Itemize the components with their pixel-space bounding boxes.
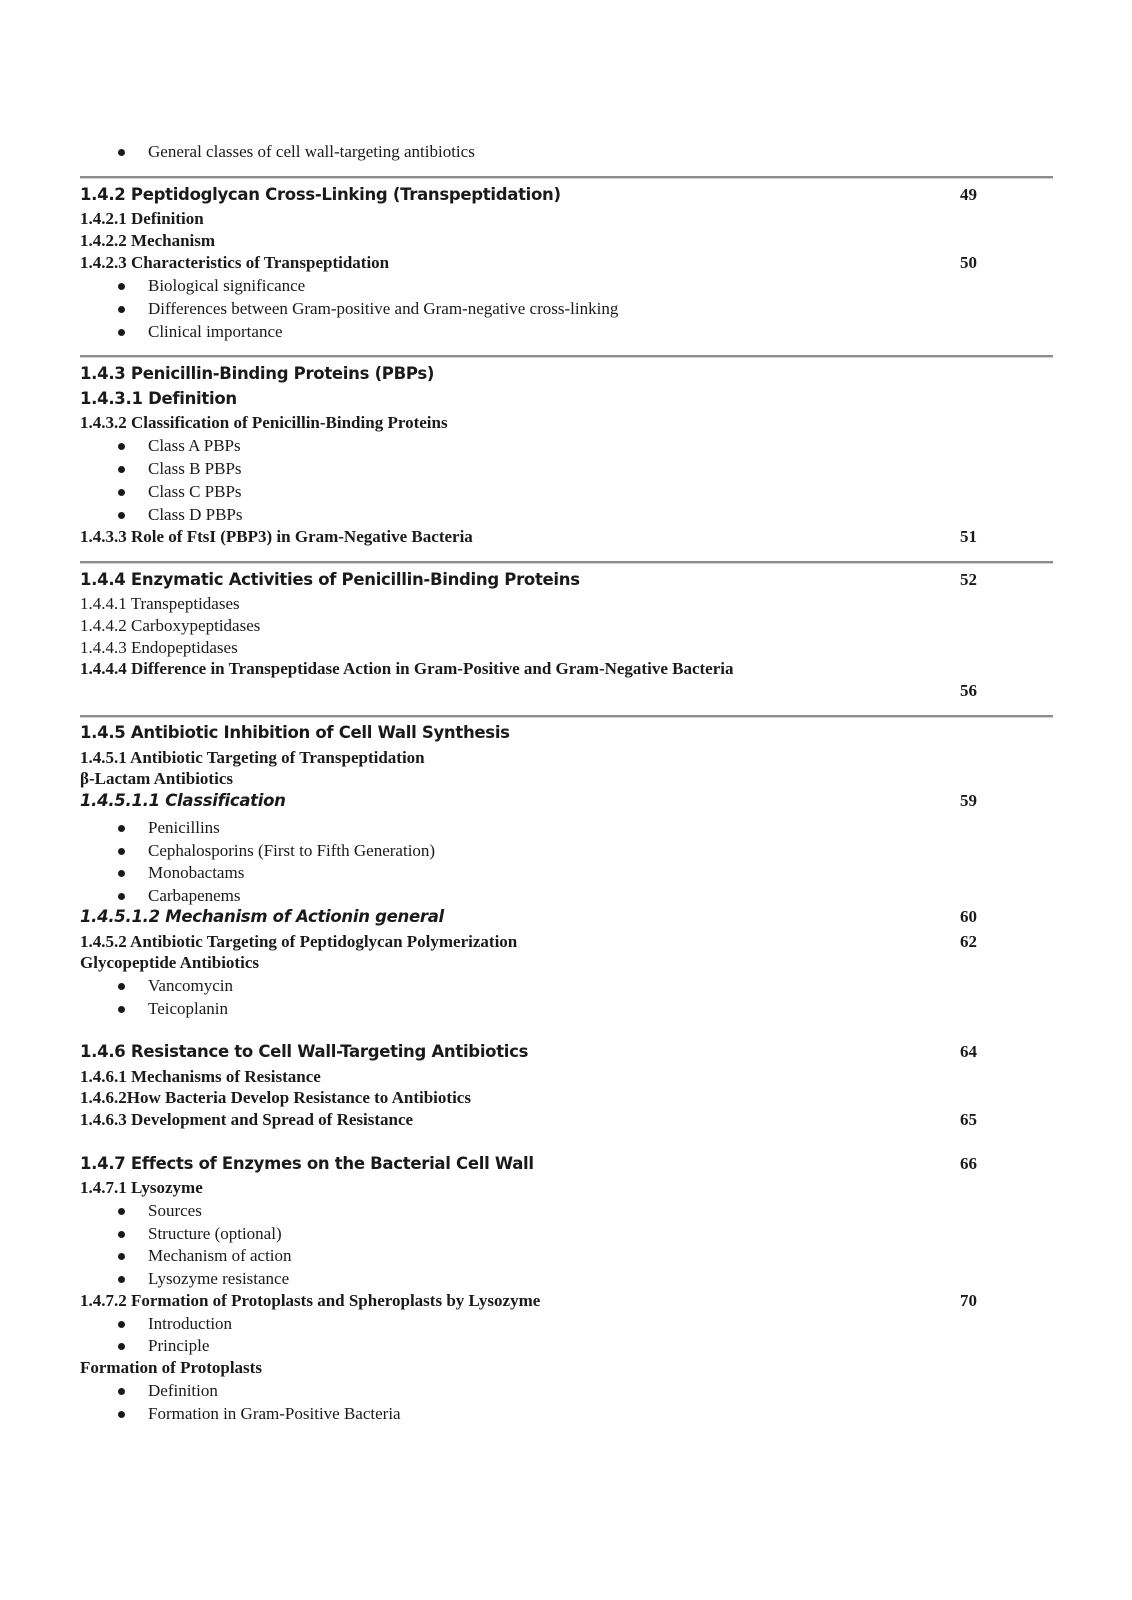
toc-subsection: 1.4.3.2 Classification of Penicillin-Binding Proteins [80, 413, 448, 432]
section-divider [80, 355, 1053, 357]
toc-bullet-item: Lysozyme resistance [148, 1269, 290, 1288]
toc-bullet-item: Principle [148, 1336, 210, 1355]
toc-page-number: 66 [960, 1154, 977, 1173]
toc-bullet-item: Carbapenems [148, 886, 241, 905]
toc-italic-heading: 1.4.5.1.2 Mechanism of Actionin general [80, 907, 444, 926]
toc-plain-entry: 1.4.4.3 Endopeptidases [80, 638, 238, 657]
toc-subsection: β-Lactam Antibiotics [80, 769, 233, 788]
bullet-icon [118, 1231, 125, 1238]
toc-page-number: 49 [960, 185, 977, 204]
section-divider [80, 561, 1053, 563]
bullet-icon [118, 983, 125, 990]
bullet-icon [118, 489, 125, 496]
bullet-icon [118, 283, 125, 290]
toc-subsection: 1.4.6.3 Development and Spread of Resistance [80, 1110, 414, 1129]
toc-subsection: 1.4.5.1 Antibiotic Targeting of Transpeptidation [80, 748, 425, 767]
toc-section-heading: 1.4.5 Antibiotic Inhibition of Cell Wall Synthesis [80, 723, 510, 742]
bullet-icon [118, 306, 125, 313]
toc-page-number: 70 [960, 1291, 977, 1310]
bullet-icon [118, 1253, 125, 1260]
toc-subsection: Glycopeptide Antibiotics [80, 953, 259, 972]
toc-subsection: 1.4.7.2 Formation of Protoplasts and Spheroplasts by Lysozyme [80, 1291, 541, 1310]
toc-subsection: 1.4.6.1 Mechanisms of Resistance [80, 1067, 321, 1086]
toc-subsection: 1.4.2.3 Characteristics of Transpeptidation [80, 253, 390, 272]
toc-bullet-item: Biological significance [148, 276, 306, 295]
toc-plain-entry: 1.4.4.1 Transpeptidases [80, 594, 240, 613]
toc-bullet-item: Class C PBPs [148, 482, 242, 501]
toc-page-number: 56 [960, 681, 977, 700]
bullet-icon [118, 893, 125, 900]
toc-bullet-item: Vancomycin [148, 976, 233, 995]
toc-bullet-item: Structure (optional) [148, 1224, 282, 1243]
toc-bullet-item: Definition [148, 1381, 218, 1400]
bullet-icon [118, 870, 125, 877]
toc-bullet-item: Differences between Gram-positive and Gram-negative cross-linking [148, 299, 619, 318]
bullet-icon [118, 1321, 125, 1328]
toc-page-number: 59 [960, 791, 977, 810]
toc-page-number: 52 [960, 570, 977, 589]
toc-subsection: Formation of Protoplasts [80, 1358, 262, 1377]
toc-bullet-item: General classes of cell wall-targeting antibiotics [148, 142, 475, 161]
bullet-icon [118, 1388, 125, 1395]
toc-page-number: 62 [960, 932, 977, 951]
toc-page-number: 65 [960, 1110, 977, 1129]
bullet-icon [118, 1208, 125, 1215]
bullet-icon [118, 443, 125, 450]
toc-section-heading: 1.4.2 Peptidoglycan Cross-Linking (Transpeptidation) [80, 185, 561, 204]
toc-page-number: 60 [960, 907, 977, 926]
toc-bullet-item: Class B PBPs [148, 459, 242, 478]
toc-section-heading: 1.4.7 Effects of Enzymes on the Bacterial Cell Wall [80, 1154, 534, 1173]
toc-section-heading: 1.4.3 Penicillin-Binding Proteins (PBPs) [80, 364, 435, 383]
toc-subsection: 1.4.4.4 Difference in Transpeptidase Action in Gram-Positive and Gram-Negative Bacteria [80, 659, 734, 678]
toc-section-heading: 1.4.4 Enzymatic Activities of Penicillin-Binding Proteins [80, 570, 580, 589]
toc-bullet-item: Monobactams [148, 863, 245, 882]
toc-section-heading: 1.4.3.1 Definition [80, 389, 237, 408]
bullet-icon [118, 149, 125, 156]
toc-page-number: 50 [960, 253, 977, 272]
bullet-icon [118, 825, 125, 832]
bullet-icon [118, 1006, 125, 1013]
bullet-icon [118, 848, 125, 855]
toc-section-heading: 1.4.6 Resistance to Cell Wall-Targeting Antibiotics [80, 1042, 529, 1061]
toc-subsection: 1.4.5.2 Antibiotic Targeting of Peptidoglycan Polymerization [80, 932, 518, 951]
bullet-icon [118, 1343, 125, 1350]
toc-bullet-item: Class D PBPs [148, 505, 243, 524]
bullet-icon [118, 512, 125, 519]
toc-bullet-item: Sources [148, 1201, 202, 1220]
toc-bullet-item: Formation in Gram-Positive Bacteria [148, 1404, 401, 1423]
toc-bullet-item: Introduction [148, 1314, 233, 1333]
section-divider [80, 176, 1053, 178]
bullet-icon [118, 329, 125, 336]
toc-page-number: 51 [960, 527, 977, 546]
toc-bullet-item: Penicillins [148, 818, 220, 837]
bullet-icon [118, 466, 125, 473]
toc-bullet-item: Mechanism of action [148, 1246, 292, 1265]
toc-subsection: 1.4.2.1 Definition [80, 209, 204, 228]
toc-subsection: 1.4.7.1 Lysozyme [80, 1178, 203, 1197]
section-divider [80, 715, 1053, 717]
toc-subsection: 1.4.3.3 Role of FtsI (PBP3) in Gram-Negative Bacteria [80, 527, 473, 546]
toc-plain-entry: 1.4.4.2 Carboxypeptidases [80, 616, 261, 635]
toc-italic-heading: 1.4.5.1.1 Classification [80, 791, 286, 810]
toc-subsection: 1.4.6.2How Bacteria Develop Resistance to Antibiotics [80, 1088, 471, 1107]
toc-bullet-item: Teicoplanin [148, 999, 229, 1018]
toc-subsection: 1.4.2.2 Mechanism [80, 231, 216, 250]
bullet-icon [118, 1411, 125, 1418]
toc-bullet-item: Class A PBPs [148, 436, 241, 455]
toc-bullet-item: Cephalosporins (First to Fifth Generation) [148, 841, 436, 860]
bullet-icon [118, 1276, 125, 1283]
toc-bullet-item: Clinical importance [148, 322, 283, 341]
toc-page-number: 64 [960, 1042, 977, 1061]
